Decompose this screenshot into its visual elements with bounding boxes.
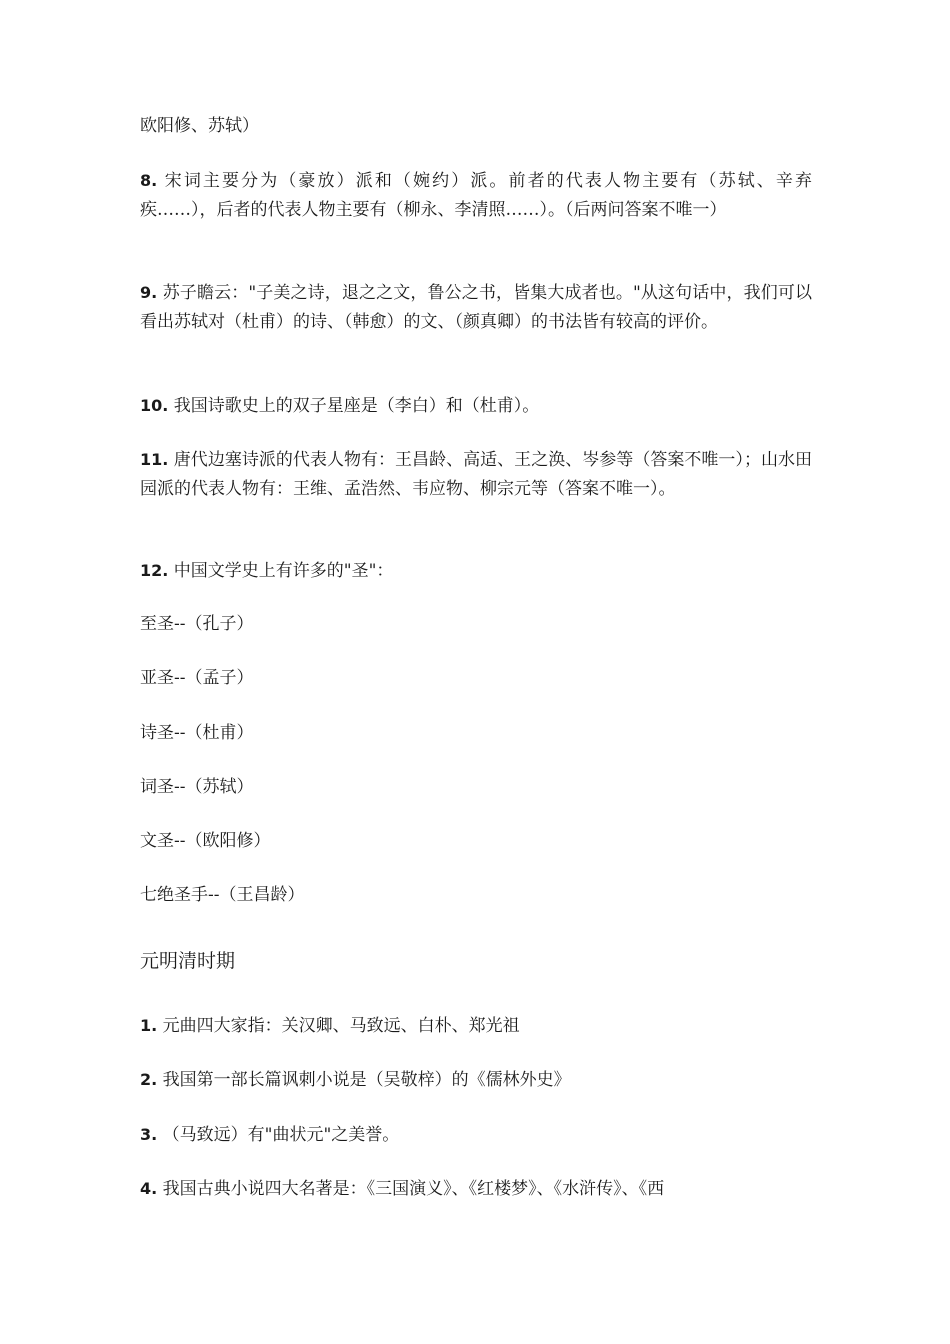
item-text: 我国古典小说四大名著是：《三国演义》、《红楼梦》、《水浒传》、《西 — [162, 1179, 665, 1199]
item-number: 11. — [140, 450, 169, 469]
saint-line-1 — [140, 610, 812, 639]
saint-line-6 — [140, 881, 812, 910]
item-song-11 — [140, 445, 812, 504]
item-song-10 — [140, 391, 812, 421]
item-text: 宋词主要分为（豪放）派和（婉约）派。前者的代表人物主要有（苏轼、辛弃疾……），后者的代表人物主要有（柳永、李清照……）。（后两问答案不唯一） — [140, 171, 813, 220]
item-number: 1. — [140, 1016, 158, 1035]
item-number: 3. — [140, 1125, 158, 1144]
item-number: 10. — [140, 396, 169, 415]
item-text: 我国诗歌史上的双子星座是（李白）和（杜甫）。 — [173, 396, 540, 416]
item-text: （马致远）有"曲状元"之美誉。 — [162, 1125, 400, 1145]
saint-line-2 — [140, 664, 812, 693]
item-number: 2. — [140, 1070, 158, 1089]
item-song-8 — [140, 166, 812, 225]
item-yuan-4 — [140, 1174, 812, 1204]
item-number: 12. — [140, 561, 169, 580]
item-yuan-1 — [140, 1011, 812, 1041]
item-number: 4. — [140, 1179, 158, 1198]
saint-text: 文圣--（欧阳修） — [140, 831, 271, 851]
item-song-12 — [140, 556, 812, 586]
item-song-9 — [140, 278, 812, 337]
item-text: 元曲四大家指：关汉卿、马致远、白朴、郑光祖 — [162, 1016, 520, 1036]
saint-line-5 — [140, 827, 812, 856]
item-text: 苏子瞻云："子美之诗，退之之文，鲁公之书，皆集大成者也。"从这句话中，我们可以看出苏轼对（杜甫）的诗、（韩愈）的文、（颜真卿）的书法皆有较高的评价。 — [140, 283, 812, 332]
saint-line-3 — [140, 719, 812, 748]
item-text: 唐代边塞诗派的代表人物有：王昌龄、高适、王之涣、岑参等（答案不唯一）；山水田园派的代表人物有：王维、孟浩然、韦应物、柳宗元等（答案不唯一）。 — [140, 450, 813, 499]
saint-text: 词圣--（苏轼） — [140, 777, 254, 797]
saint-text: 诗圣--（杜甫） — [140, 723, 254, 743]
saint-line-4 — [140, 773, 812, 802]
item-text: 我国第一部长篇讽刺小说是（吴敬梓）的《儒林外史》 — [162, 1070, 571, 1090]
item-number: 9. — [140, 283, 158, 302]
item-text: 中国文学史上有许多的"圣"： — [173, 561, 394, 581]
item-yuan-2 — [140, 1065, 812, 1095]
saint-text: 七绝圣手--（王昌龄） — [140, 885, 305, 905]
saint-text: 至圣--（孔子） — [140, 614, 254, 634]
item-yuan-3 — [140, 1120, 812, 1150]
item-number: 8. — [140, 171, 158, 190]
saint-text: 亚圣--（孟子） — [140, 668, 254, 688]
continuation-text: 欧阳修、苏轼） — [140, 116, 259, 136]
continuation-line — [140, 112, 812, 141]
section-heading: 元明清时期 — [140, 950, 236, 972]
